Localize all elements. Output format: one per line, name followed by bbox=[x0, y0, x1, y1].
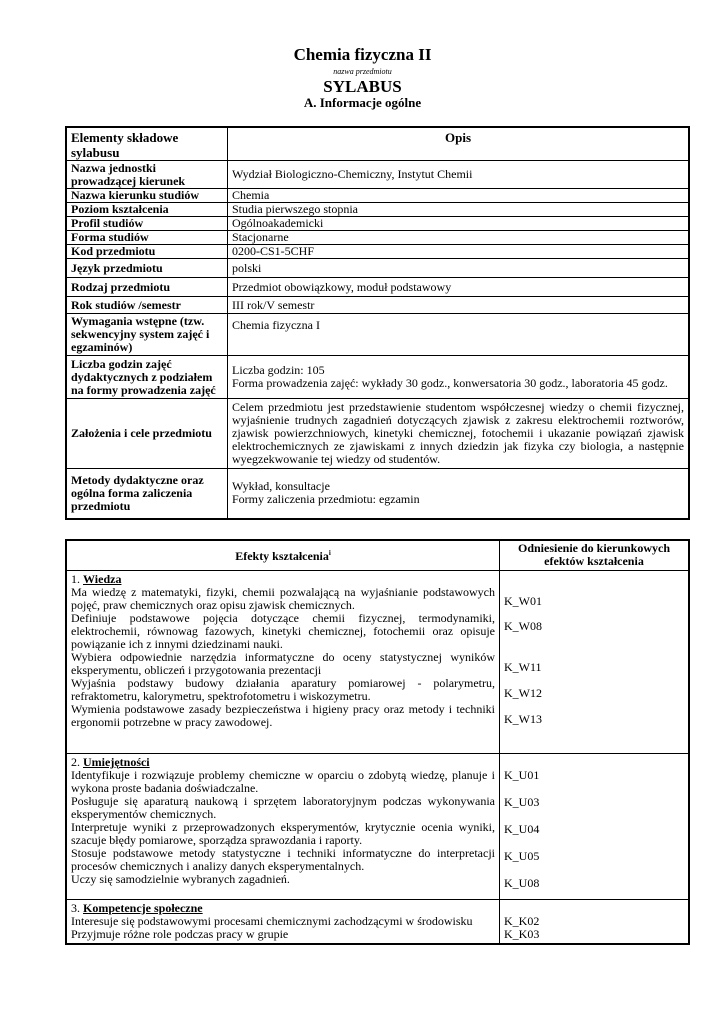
code: K_K02 bbox=[504, 913, 540, 928]
forms-line: Forma prowadzenia zajęć: wykłady 30 godz., konwersatoria 30 godz., laboratoria 45 godz. bbox=[232, 376, 668, 390]
row-value bbox=[228, 356, 690, 399]
row-key: Nazwa jednostki prowadzącej kierunek bbox=[66, 161, 228, 189]
code: K_U03 bbox=[504, 794, 540, 809]
row-value: Chemia bbox=[228, 189, 690, 203]
table-row bbox=[66, 217, 689, 231]
code: K_U05 bbox=[504, 848, 540, 863]
section-codes bbox=[500, 753, 690, 899]
methods-line: Wykład, konsultacje bbox=[232, 479, 330, 494]
row-value: Wydział Biologiczno-Chemiczny, Instytut Chemii bbox=[228, 161, 690, 189]
col-header-description: Opis bbox=[228, 127, 690, 161]
table-row bbox=[66, 245, 689, 259]
row-key: Forma studiów bbox=[66, 231, 228, 245]
code: K_W13 bbox=[504, 711, 542, 726]
list-item: Uczy się samodzielnie wybranych zagadnień. bbox=[71, 871, 290, 886]
section-items bbox=[66, 753, 500, 899]
list-item: Wyjaśnia podstawy budowy działania aparatury pomiarowej - polarymetru, refraktometru, kalorymetru, spektrofotometru i wiskozymetru. bbox=[71, 675, 495, 703]
syllabus-heading: SYLABUS bbox=[323, 77, 402, 96]
row-key: Liczba godzin zajęć dydaktycznych z podziałem na formy prowadzenia zajęć bbox=[66, 356, 228, 399]
col-header-references: Odniesienie do kierunkowych efektów kształcenia bbox=[500, 540, 690, 570]
outcomes-section-skills bbox=[66, 753, 689, 899]
row-value: Chemia fizyczna I bbox=[228, 314, 690, 356]
row-key: Nazwa kierunku studiów bbox=[66, 189, 228, 203]
row-value: polski bbox=[228, 259, 690, 278]
col-header-elements: Elementy składowe sylabusu bbox=[66, 127, 228, 161]
hours-line: Liczba godzin: 105 bbox=[232, 363, 325, 377]
row-key: Język przedmiotu bbox=[66, 259, 228, 278]
col-header-outcomes: Efekty kształcenia$^i$ bbox=[66, 540, 500, 570]
row-key: Poziom kształcenia bbox=[66, 203, 228, 217]
table-row bbox=[66, 259, 689, 278]
list-item: Posługuje się aparaturą naukową i sprzętem laboratoryjnym podczas wykonywania eksperymentów chemicznych. bbox=[71, 793, 495, 821]
row-key: Profil studiów bbox=[66, 217, 228, 231]
list-item: Przyjmuje różne role podczas pracy w grupie bbox=[71, 926, 289, 941]
section-items bbox=[66, 570, 500, 753]
row-value: Stacjonarne bbox=[228, 231, 690, 245]
row-value: 0200-CS1-5CHF bbox=[228, 245, 690, 259]
section-codes bbox=[500, 899, 690, 944]
section-heading: A. Informacje ogólne bbox=[303, 95, 422, 110]
row-value bbox=[228, 469, 690, 519]
section-title: 2. Umiejętności bbox=[71, 754, 150, 769]
row-key: Wymagania wstępne (tzw. sekwencyjny system zajęć i egzaminów) bbox=[66, 314, 228, 356]
table-row bbox=[66, 399, 689, 469]
course-title-caption: nazwa przedmiotu bbox=[333, 67, 392, 76]
row-key: Kod przedmiotu bbox=[66, 245, 228, 259]
list-item: Stosuje podstawowe metody statystyczne i techniki informatyczne do interpretacji procesów chemicznych i analizy danych eksperymentalnych. bbox=[71, 845, 495, 873]
course-title: Chemia fizyczna II bbox=[293, 45, 432, 64]
table-row bbox=[66, 189, 689, 203]
row-key: Założenia i cele przedmiotu bbox=[66, 399, 228, 469]
list-item: Interesuje się podstawowymi procesami chemicznymi zachodzącymi w środowisku bbox=[71, 913, 473, 928]
code: K_U08 bbox=[504, 875, 540, 890]
row-value: Studia pierwszego stopnia bbox=[228, 203, 690, 217]
row-key: Rodzaj przedmiotu bbox=[66, 278, 228, 297]
table-header-row bbox=[66, 127, 689, 161]
section-items bbox=[66, 899, 500, 944]
table-row bbox=[66, 356, 689, 399]
section-title: 3. Kompetencje społeczne bbox=[71, 900, 203, 915]
assessment-line: Formy zaliczenia przedmiotu: egzamin bbox=[232, 492, 420, 507]
table-header-row bbox=[66, 540, 689, 570]
row-value: III rok/V semestr bbox=[228, 297, 690, 314]
learning-outcomes-table bbox=[65, 539, 690, 945]
row-value: Ogólnoakademicki bbox=[228, 217, 690, 231]
list-item: Wymienia podstawowe zasady bezpieczeństwa i higieny pracy oraz metody i techniki ergonomii potrzebne w pracy zawodowej. bbox=[71, 701, 495, 729]
outcomes-section-knowledge bbox=[66, 570, 689, 753]
outcomes-section-social bbox=[66, 899, 689, 944]
code: K_K03 bbox=[504, 926, 540, 941]
code: K_W08 bbox=[504, 618, 542, 633]
table-row bbox=[66, 278, 689, 297]
code: K_W01 bbox=[504, 593, 542, 608]
table-row bbox=[66, 469, 689, 519]
section-title: 1. Wiedza bbox=[71, 571, 122, 586]
row-key: Metody dydaktyczne oraz ogólna forma zaliczenia przedmiotu bbox=[66, 469, 228, 519]
list-item: Wybiera odpowiednie narzędzia informatyczne do oceny statystycznej wyników eksperymentu, obliczeń i przygotowania prezentacji bbox=[71, 649, 495, 677]
row-value: Przedmiot obowiązkowy, moduł podstawowy bbox=[228, 278, 690, 297]
list-item: Interpretuje wyniki z przeprowadzonych eksperymentów, krytycznie ocenia wyniki, szacuje błędy pomiarowe, sporządza sprawozdania i raporty. bbox=[71, 819, 495, 847]
table-row bbox=[66, 161, 689, 189]
list-item: Ma wiedzę z matematyki, fizyki, chemii pozwalającą na wyjaśnianie podstawowych pojęć, praw chemicznych oraz opisu zjawisk chemicznych. bbox=[71, 584, 495, 612]
list-item: Definiuje podstawowe pojęcia dotyczące chemii fizycznej, termodynamiki, elektrochemii, równowag fazowych, kinetyki chemicznej, fotochemii oraz opisuje powiązanie ich z innymi dziedzinami nauki. bbox=[71, 610, 495, 651]
code: K_W11 bbox=[504, 659, 542, 674]
list-item: Identyfikuje i rozwiązuje problemy chemiczne w oparciu o zdobytą wiedzę, planuje i wykona proste badania doświadczalne. bbox=[71, 767, 495, 795]
table-row bbox=[66, 297, 689, 314]
table-row bbox=[66, 314, 689, 356]
general-info-table bbox=[65, 126, 690, 520]
row-key: Rok studiów /semestr bbox=[66, 297, 228, 314]
code: K_U01 bbox=[504, 767, 540, 782]
row-value: Celem przedmiotu jest przedstawienie studentom współczesnej wiedzy o chemii fizycznej, wyjaśnienie trudnych zagadnień dotyczących zjawisk z zakresu elektrochemii roztworów, zjawisk powierzchniowych, kinetyki chemicznej, fotochemii i ukazanie powiązań zjawisk elektrochemicznych ze zjawiskami z innych dziedzin jak fizyka czy biologia, a następnie wyegzekwowanie tej wiedzy od studentów. bbox=[228, 399, 690, 469]
section-codes bbox=[500, 570, 690, 753]
code: K_U04 bbox=[504, 821, 540, 836]
table-row bbox=[66, 203, 689, 217]
code: K_W12 bbox=[504, 685, 542, 700]
table-row bbox=[66, 231, 689, 245]
